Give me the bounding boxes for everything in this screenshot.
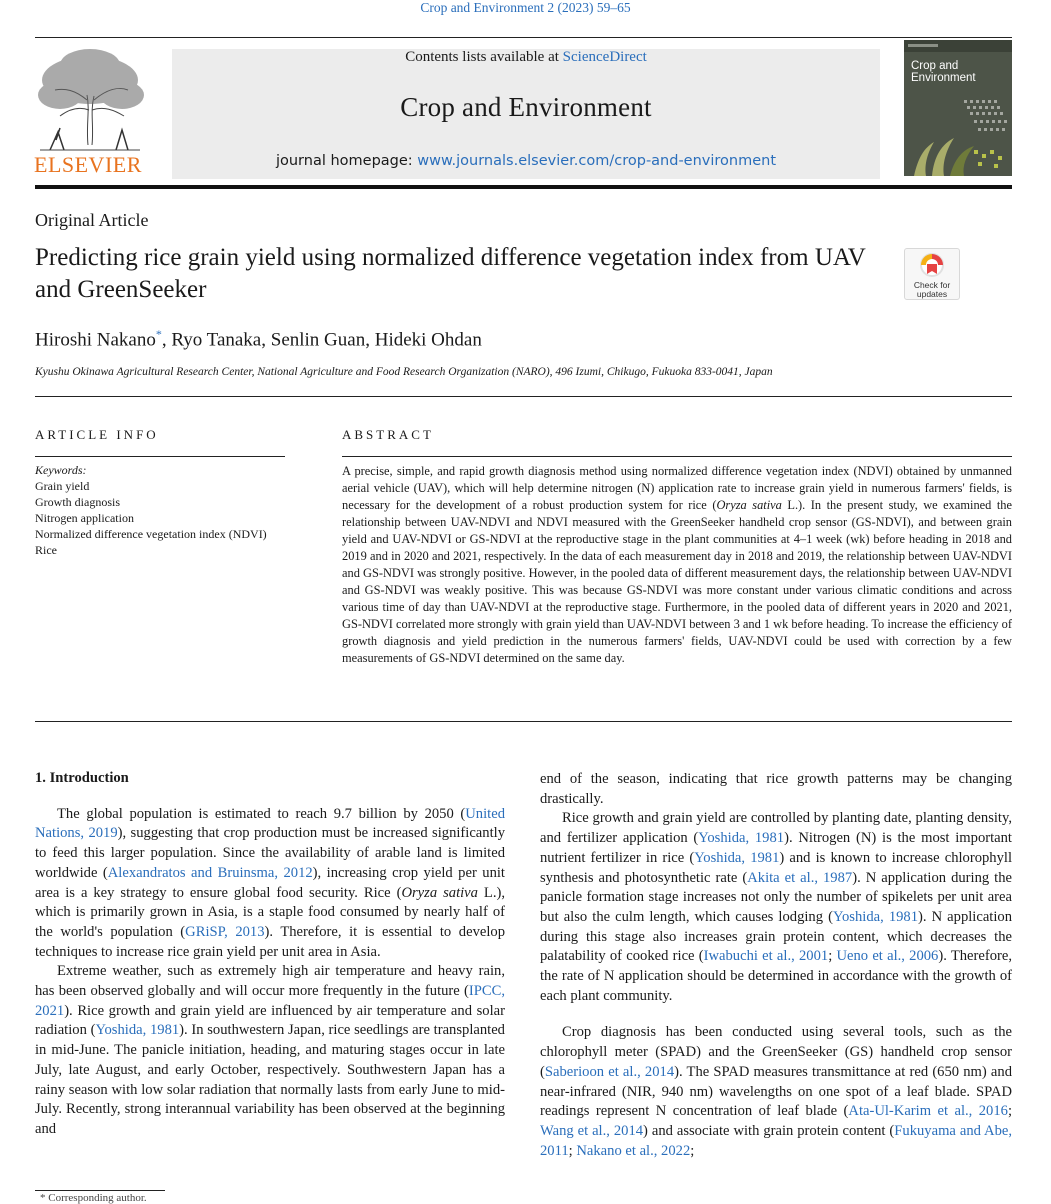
keyword-item[interactable]: Rice	[35, 543, 57, 557]
homepage-line: journal homepage: www.journals.elsevier.com/crop-and-environment	[275, 153, 777, 169]
paragraph: The global population is estimated to reach 9.7 billion by 2050 (United Nations, 2019), suggesting that crop production must be increased significantly to feed this larger population. Since the availability of arable land is limited worldwide (Alexandratos and Bruinsma, 2012), increasing crop yield per unit area is a key strategy to ensure global food security. Rice (Oryza sativa L.), which is primarily grown in Asia, is a staple food consumed by nearly half of the world's population (GRiSP, 2013). Therefore, it is essential to develop techniques to increase rice grain yield per unit area in Asia.	[35, 805, 505, 960]
body-column-left	[35, 769, 505, 1140]
paragraph: Rice growth and grain yield are controlled by planting date, planting density, and fertilizer application (Yoshida, 1981). Nitrogen (N) is the most important nutrient fertilizer in rice (Yoshida, 1981) and is known to increase chlorophyll synthesis and photosynthetic rate (Akita et al., 1987). N application during the panicle formation stage increases not only the number of spikelets per unit area but also the culm length, which causes lodging (Yoshida, 1981). N application during this stage also increases grain protein content, which decreases the palatability of cooked rice (Iwabuchi et al., 2001; Ueno et al., 2006). Therefore, the rate of N application should be determined in accordance with the growth of each plant community.	[540, 810, 1013, 1004]
citation-link[interactable]: Alexandratos and Bruinsma, 2012	[107, 864, 313, 881]
abstract-bottom-rule	[35, 721, 1012, 722]
affiliation: Kyushu Okinawa Agricultural Research Center, National Agriculture and Food Research Organization (NARO), 496 Izumi, Chikugo, Fukuoka 833-0041, Japan	[35, 366, 773, 378]
citation-link[interactable]: Nakano et al., 2022	[576, 1142, 691, 1159]
abstract-heading: ABSTRACT	[342, 427, 434, 442]
sciencedirect-link[interactable]: ScienceDirect	[562, 49, 647, 65]
citation-link[interactable]: Yoshida, 1981	[95, 1022, 180, 1039]
author-list: Hiroshi Nakano*, Ryo Tanaka, Senlin Guan, Hideki Ohdan	[35, 327, 482, 351]
meta-rule	[35, 396, 1012, 397]
cover-title-line1: Crop and	[911, 60, 959, 72]
keyword-item[interactable]: Normalized difference vegetation index (NDVI)	[35, 527, 267, 541]
author-name[interactable]: Hiroshi Nakano	[35, 329, 156, 351]
publisher-logo-text: ELSEVIER	[34, 152, 142, 177]
header-rule	[35, 37, 1012, 38]
citation-link[interactable]: GRiSP, 2013	[185, 923, 265, 940]
cover-title-line2: Environment	[911, 72, 976, 84]
journal-cover[interactable]	[904, 40, 1012, 176]
keywords-label: Keywords:	[35, 463, 87, 477]
author-name[interactable]: Hideki Ohdan	[374, 329, 482, 351]
check-for-updates-button[interactable]	[904, 248, 960, 300]
citation-link[interactable]: Ata-Ul-Karim et al., 2016	[848, 1103, 1008, 1120]
check-updates-line1: Check for	[913, 280, 951, 290]
footnote-corresponding-author: * Corresponding author.	[40, 1192, 147, 1204]
article-info-heading: ARTICLE INFO	[35, 427, 159, 442]
article-type: Original Article	[35, 210, 149, 230]
contents-line: Contents lists available at ScienceDirect	[405, 49, 647, 65]
section-heading-introduction: 1. Introduction	[35, 770, 129, 786]
citation-link[interactable]: Yoshida, 1981	[694, 849, 780, 866]
check-updates-line2: updates	[916, 289, 948, 299]
citation-link[interactable]: Fukuyama and Abe, 2011	[540, 1122, 1013, 1159]
body-column-right	[540, 770, 1012, 1161]
citation-link[interactable]: Yoshida, 1981	[698, 830, 785, 847]
journal-citation[interactable]: Crop and Environment 2 (2023) 59–65	[420, 0, 631, 15]
keyword-item[interactable]: Growth diagnosis	[35, 495, 120, 509]
keyword-item[interactable]: Nitrogen application	[35, 511, 134, 525]
citation-link[interactable]: United Nations, 2019	[35, 805, 505, 842]
article-info-rule	[35, 456, 285, 457]
paragraph: Crop diagnosis has been conducted using several tools, such as the chlorophyll meter (SPAD) and the GreenSeeker (GS) handheld crop sensor (Saberioon et al., 2014). The SPAD measures transmittance at red (650 nm) and near-infrared (NIR, 940 nm) wavelengths on one spot of a leaf blade. SPAD readings represent N concentration of leaf blade (Ata-Ul-Karim et al., 2016; Wang et al., 2014) and associate with grain protein content (Fukuyama and Abe, 2011; Nakano et al., 2022;	[540, 1024, 1013, 1159]
citation-link[interactable]: Iwabuchi et al., 2001	[703, 948, 829, 965]
paragraph-continuation: end of the season, indicating that rice growth patterns may be changing drastically.	[540, 771, 1012, 807]
corresponding-author-mark[interactable]: *	[155, 327, 162, 341]
paragraph: Extreme weather, such as extremely high air temperature and heavy rain, has been observed globally and will occur more frequently in the future (IPCC, 2021). Rice growth and grain yield are influenced by air temperature and solar radiation (Yoshida, 1981). In southwestern Japan, rice seedlings are transplanted in mid-June. The panicle initiation, heading, and maturing stages occur in late July, late August, and early October, respectively. Southwestern Japan has a rainy season with low solar radiation that normally lasts from early June to mid-July. Recently, strong interannual variability has been observed at the beginning and	[35, 963, 505, 1137]
citation-link[interactable]: Wang et al., 2014	[540, 1122, 644, 1139]
article-title: Predicting rice grain yield using normalized difference vegetation index from UAV and GreenSeeker	[35, 244, 866, 303]
keywords-block	[35, 462, 295, 558]
citation-link[interactable]: Saberioon et al., 2014	[544, 1063, 675, 1080]
citation-link[interactable]: Ueno et al., 2006	[836, 948, 939, 965]
citation-link[interactable]: Yoshida, 1981	[832, 908, 919, 925]
abstract-rule	[342, 456, 1012, 457]
header-thick-rule	[35, 185, 1012, 189]
homepage-link[interactable]: www.journals.elsevier.com/crop-and-environment	[417, 153, 777, 169]
author-name[interactable]: Senlin Guan	[270, 329, 366, 351]
citation-link[interactable]: IPCC, 2021	[35, 983, 505, 1019]
abstract-text: A precise, simple, and rapid growth diagnosis method using normalized difference vegetation index (NDVI) obtained by unmanned aerial vehicle (UAV), which will help determine nitrogen (N) application rate to increase grain yield in numerous farmers' fields, is necessary for the development of a robust production system for rice (Oryza sativa L.). In the present study, we examined the relationship between UAV-NDVI and NDVI measured with the GreenSeeker handheld crop sensor (GS-NDVI), and between grain yield and UAV-NDVI or GS-NDVI at the reproductive stage in the plant communities at 4–1 week (wk) before heading in 2018 and 2019 and in 2020 and 2021, respectively. In the data of each measurement day in 2018 and 2019, the relationship between UAV-NDVI and GS-NDVI was strongly positive. However, in the pooled data of different measurement days, the relationship between UAV-NDVI and GS-NDVI was weakly positive. This was because GS-NDVI was more constant under various climatic conditions and across various time of day than UAV-NDVI at the reproductive stage. Furthermore, in the pooled data of different years in 2020 and 2021, GS-NDVI correlated more strongly with grain yield than UAV-NDVI between 3 and 1 wk before heading. To increase the efficiency of growth diagnosis and yield prediction in the numerous farmers' fields, UAV-NDVI could be used with correction by a few measurements of GS-NDVI determined on the same day.	[342, 464, 1013, 665]
journal-name: Crop and Environment	[400, 92, 652, 122]
keyword-item[interactable]: Grain yield	[35, 479, 90, 493]
author-name[interactable]: Ryo Tanaka	[171, 329, 262, 351]
footnote-rule	[35, 1190, 165, 1191]
check-updates-icon	[905, 249, 959, 281]
citation-link[interactable]: Akita et al., 1987	[747, 869, 853, 886]
